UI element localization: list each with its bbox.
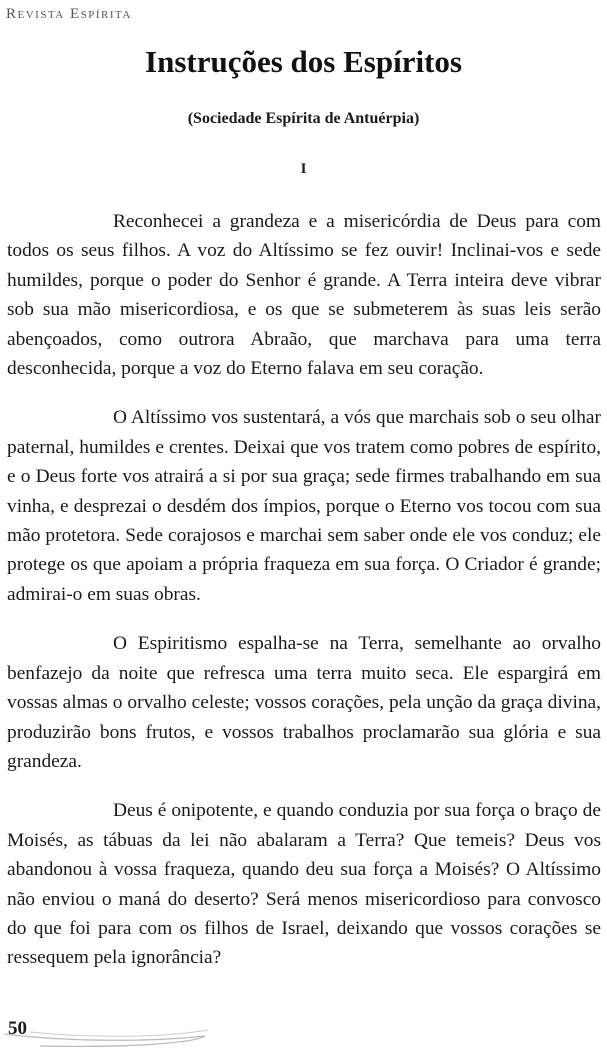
paragraph: Reconhecei a grandeza e a misericórdia de Deus para com todos os seus filhos. A voz do Altíssimo se fez ouvir! Inclinai-vos e sede humildes, porque o poder do Senhor é grande. A Terra inteira deve vibrar sob sua mão misericordiosa, e os que se submeterem às suas leis serão abençoados, como outrora Abraão, que marchava para uma terra desconhecida, porque a voz do Eterno falava em seu coração.	[7, 211, 601, 380]
running-header: Revista Espírita	[6, 6, 132, 22]
footer-swoosh-ornament	[0, 1020, 260, 1050]
article-title: Instruções dos Espíritos	[145, 44, 462, 79]
paragraph: O Espiritismo espalha-se na Terra, semelhante ao orvalho benfazejo da noite que refresca uma terra muito seca. Ele espargirá em vossas almas o orvalho celeste; vossos corações, pela unção da graça divina, produzirão bons frutos, e vossos trabalhos proclamarão sua glória e sua grandeza.	[7, 633, 601, 772]
article-body	[7, 207, 601, 973]
section-numeral: I	[300, 161, 307, 177]
paragraph: Deus é onipotente, e quando conduzia por sua força o braço de Moisés, as tábuas da lei não abalaram a Terra? Que temeis? Deus vos abandonou à vossa fraqueza, quando deu sua força a Moisés? O Altíssimo não enviou o maná do deserto? Será menos misericordioso para convosco do que foi para com os filhos de Israel, deixando que vossos corações se ressequem pela ignorância?	[7, 800, 601, 969]
page-number: 50	[8, 1018, 27, 1039]
article-subtitle: (Sociedade Espírita de Antuérpia)	[187, 110, 420, 127]
paragraph: O Altíssimo vos sustentará, a vós que marchais sob o seu olhar paternal, humildes e crentes. Deixai que vos tratem como pobres de espírito, e o Deus forte vos atrairá a si por sua graça; sede firmes trabalhando em sua vinha, e desprezai o desdém dos ímpios, porque o Eterno vos tocou com sua mão protetora. Sede corajosos e marchai sem saber onde ele vos conduz; ele protege os que apoiam a própria fraqueza em sua força. O Criador é grande; admirai-o em suas obras.	[7, 407, 601, 605]
